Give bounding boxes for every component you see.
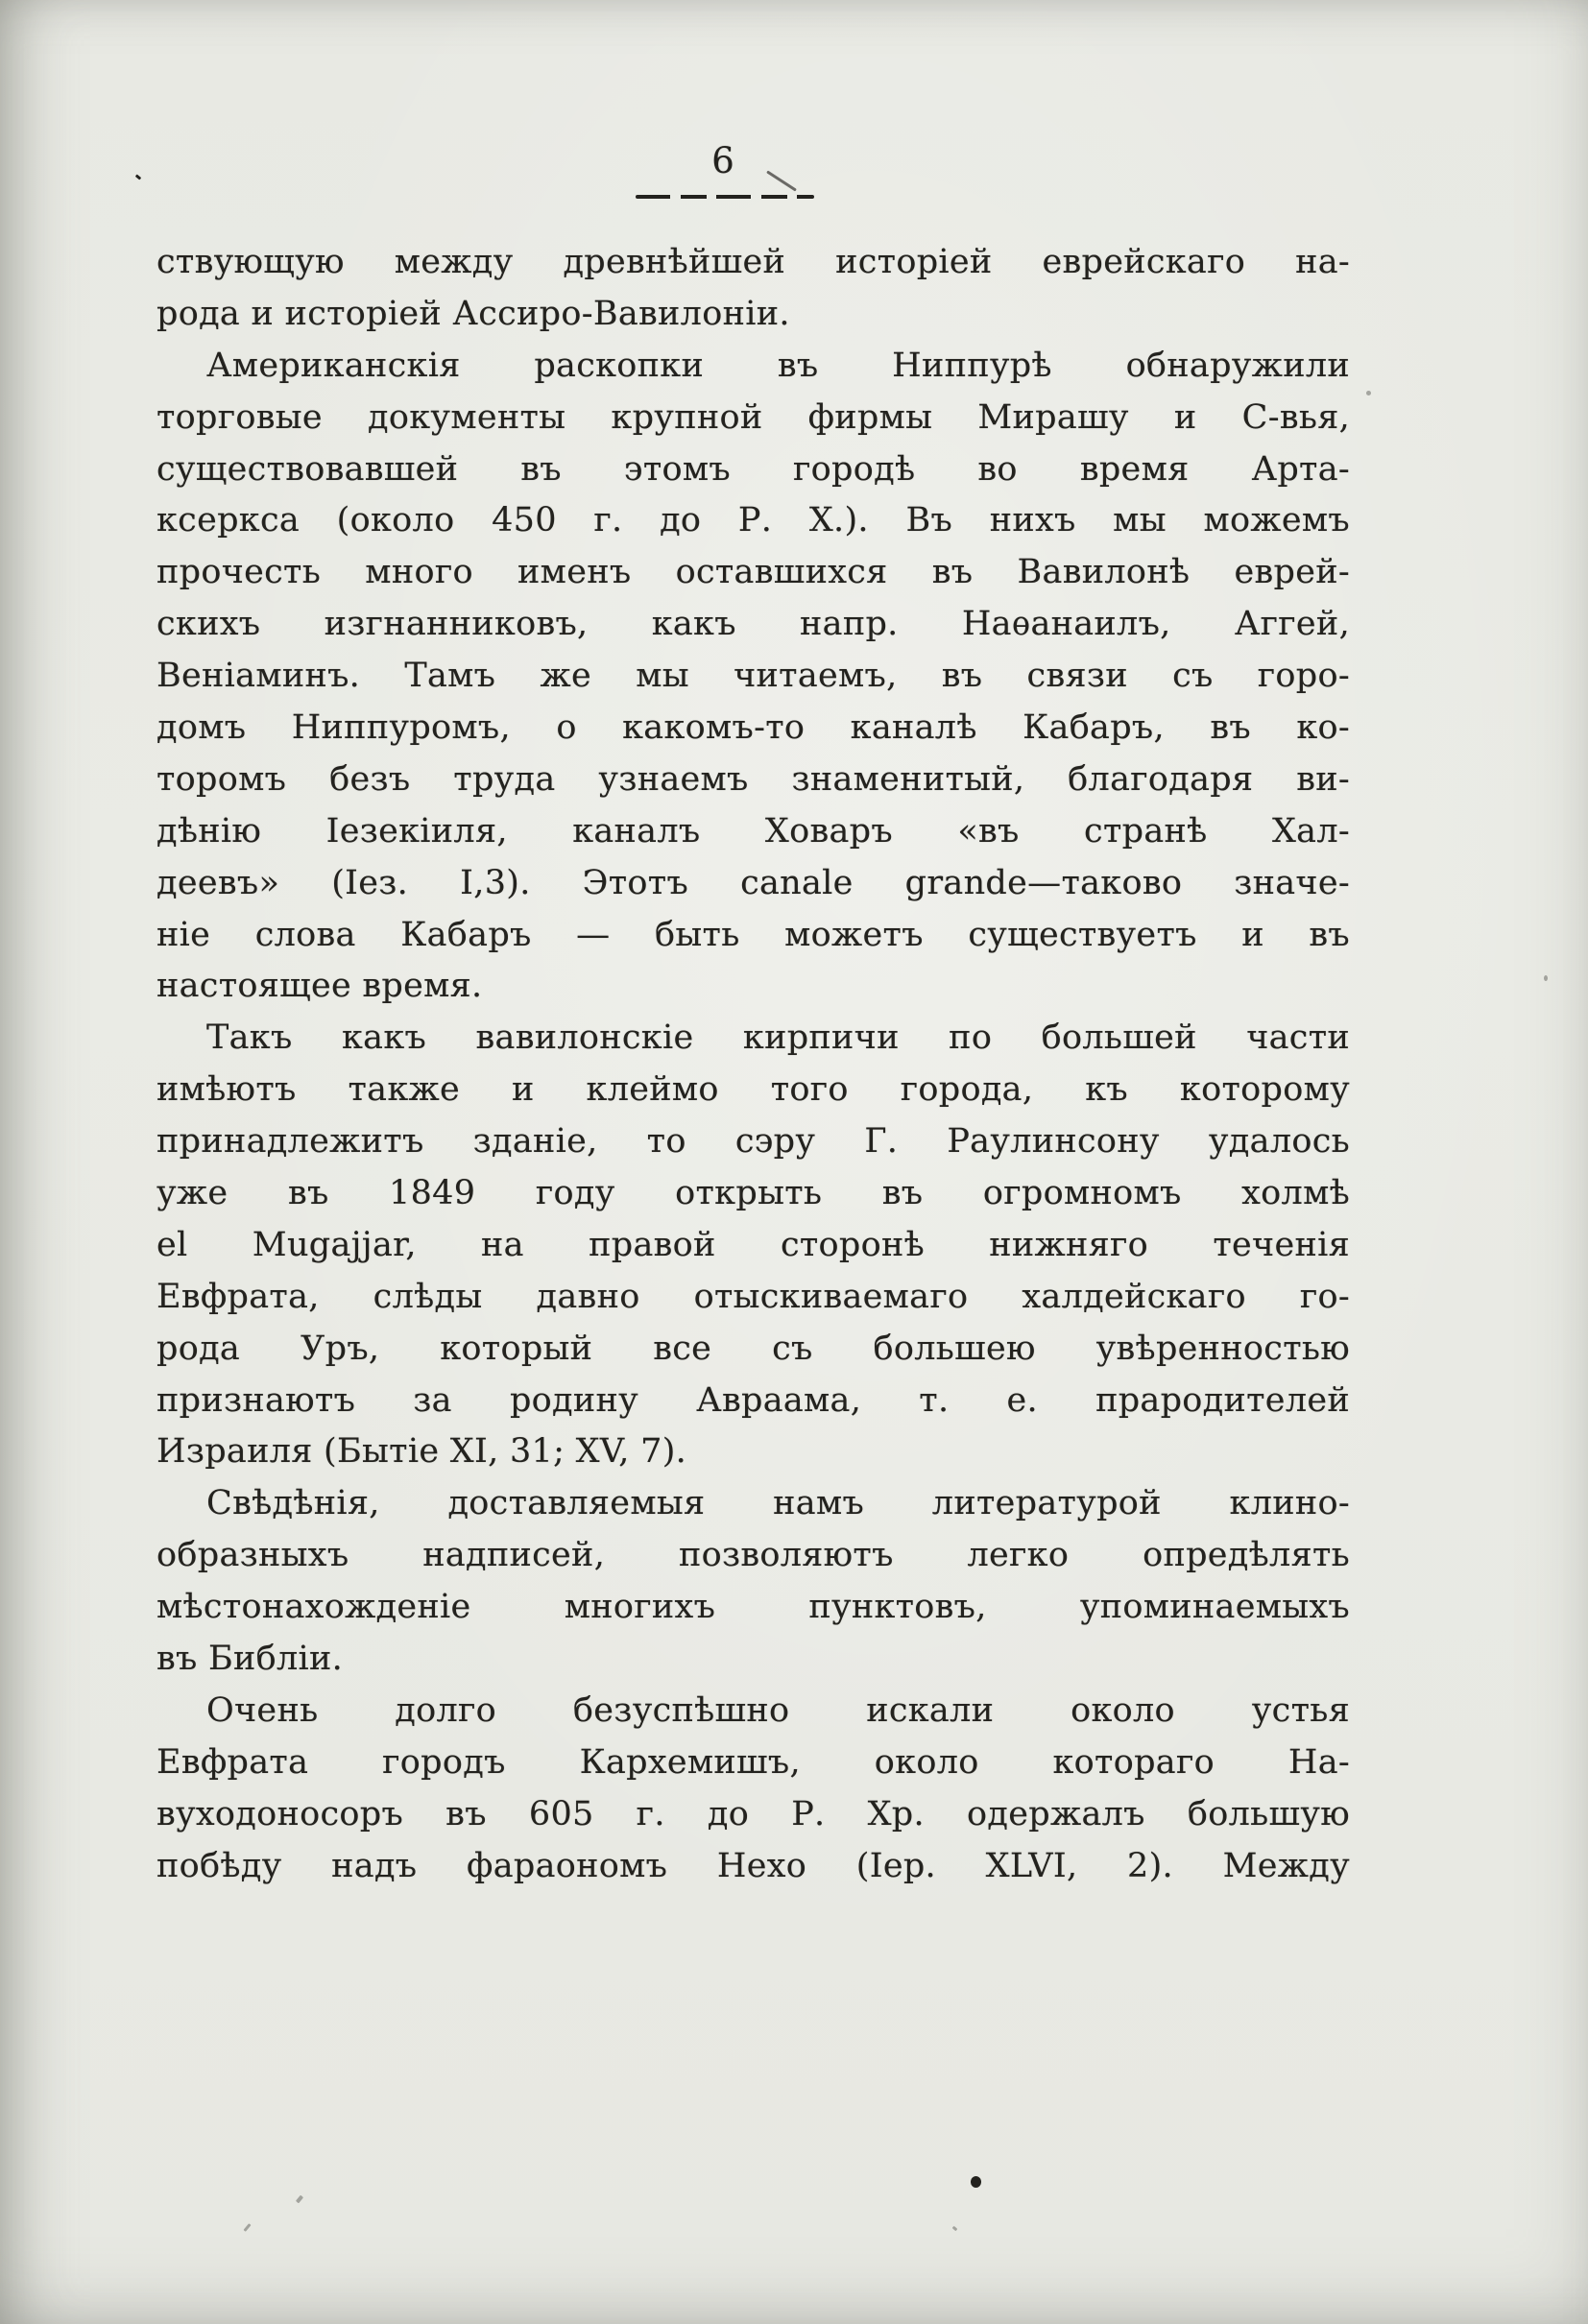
- text-line: скихъ изгнанниковъ, какъ напр. Наѳанаилъ, Аггей,: [156, 605, 1350, 644]
- stray-pen-mark: [766, 170, 797, 191]
- text-line: ствующую между древнѣйшей исторіей еврейскаго на-: [156, 243, 1350, 281]
- text-line: Очень долго безуспѣшно искали около устья: [206, 1690, 1350, 1730]
- text-line: рода Уръ, который все съ большею увѣренностью: [156, 1329, 1350, 1368]
- text-line: мѣстонахожденіе многихъ пунктовъ, упоминаемыхъ: [156, 1588, 1350, 1627]
- ink-speck: [952, 2226, 958, 2232]
- text-line: el Mugajjar, на правой сторонѣ нижняго теченія: [156, 1225, 1350, 1264]
- text-line: образныхъ надписей, позволяютъ легко опредѣлять: [156, 1536, 1350, 1575]
- text-line: Свѣдѣнія, доставляемыя намъ литературой клино-: [206, 1484, 1350, 1523]
- text-line: Евфрата, слѣды давно отыскиваемаго халдейскаго го-: [156, 1277, 1350, 1316]
- ink-speck: [1366, 391, 1371, 395]
- page-number-divider: [636, 195, 814, 199]
- text-line: уже въ 1849 году открыть въ огромномъ холмѣ: [156, 1174, 1350, 1213]
- ink-speck: [971, 2176, 981, 2188]
- text-line: торомъ безъ труда узнаемъ знаменитый, благодаря ви-: [156, 759, 1350, 799]
- text-line: вуходоносоръ въ 605 г. до Р. Хр. одержалъ большую: [156, 1794, 1350, 1833]
- ink-speck: [296, 2195, 303, 2204]
- page-number: 6: [711, 140, 734, 181]
- text-line: прочесть много именъ оставшихся въ Вавилонѣ еврей-: [156, 553, 1350, 592]
- text-line: въ Библіи.: [156, 1640, 344, 1679]
- text-line: побѣду надъ фараономъ Нехо (Іер. XLVI, 2). Между: [156, 1846, 1350, 1885]
- text-line: Евфрата городъ Кархемишъ, около котораго На-: [156, 1742, 1350, 1782]
- text-line: Веніаминъ. Тамъ же мы читаемъ, въ связи съ горо-: [156, 657, 1350, 696]
- text-line: имѣютъ также и клеймо того города, къ которому: [156, 1070, 1350, 1110]
- ink-speck: [135, 174, 142, 180]
- text-line: рода и исторіей Ассиро-Вавилоніи.: [156, 294, 790, 333]
- text-line: домъ Ниппуромъ, о какомъ-то каналѣ Кабаръ, въ ко-: [156, 708, 1350, 748]
- text-line: деевъ» (Іез. I,3). Этотъ canale grande—таково значе-: [156, 863, 1350, 902]
- text-line: ксеркса (около 450 г. до Р. Х.). Въ нихъ мы можемъ: [156, 501, 1350, 540]
- text-line: дѣнію Іезекіиля, каналъ Ховаръ «въ странѣ Хал-: [156, 811, 1350, 851]
- text-line: Американскія раскопки въ Ниппурѣ обнаружили: [206, 346, 1350, 385]
- text-line: принадлежитъ зданіе, то сэру Г. Раулинсону удалось: [156, 1122, 1350, 1162]
- text-line: торговые документы крупной фирмы Мирашу и С-вья,: [156, 397, 1350, 437]
- text-line: Такъ какъ вавилонскіе кирпичи по большей части: [206, 1018, 1350, 1058]
- ink-speck: [243, 2223, 251, 2232]
- text-block: [156, 237, 1350, 1893]
- text-line: ніе слова Кабаръ — быть можетъ существуетъ и въ: [156, 915, 1350, 954]
- text-line: Израиля (Бытіе XI, 31; XV, 7).: [156, 1432, 687, 1472]
- text-line: существовавшей въ этомъ городѣ во время Арта-: [156, 449, 1350, 489]
- text-line: настоящее время.: [156, 967, 483, 1006]
- text-line: признаютъ за родину Авраама, т. е. прародителей: [156, 1380, 1350, 1420]
- ink-speck: [1544, 975, 1548, 981]
